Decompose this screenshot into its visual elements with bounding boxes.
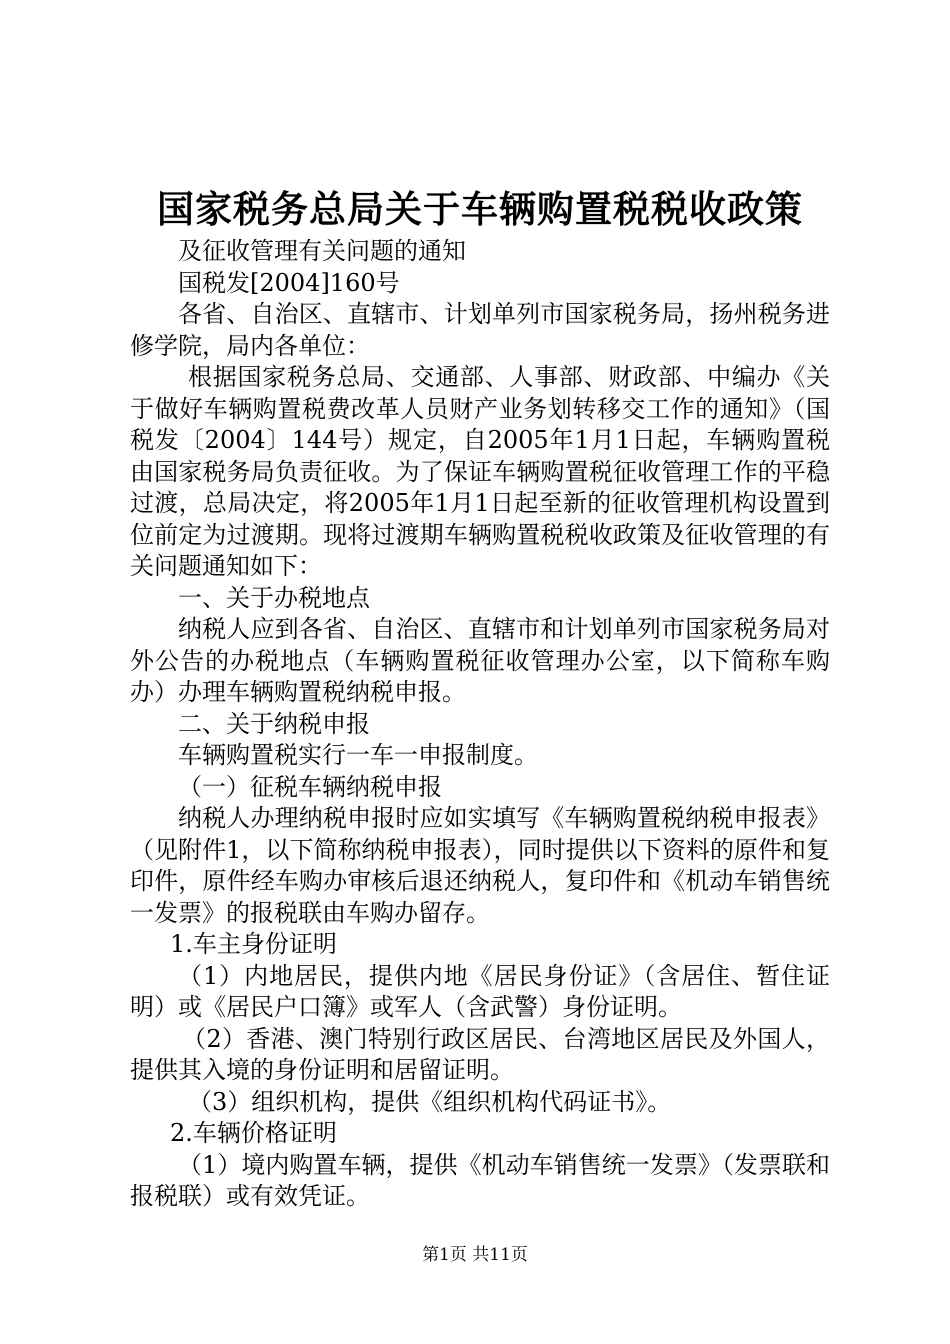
item-1-1: （1）内地居民，提供内地《居民身份证》（含居住、暂住证明）或《居民户口簿》或军人（含武警）身份证明。 bbox=[130, 961, 830, 1021]
section-heading-2: 二、关于纳税申报 bbox=[178, 709, 370, 738]
item-1-2: （2）香港、澳门特别行政区居民、台湾地区居民及外国人，提供其入境的身份证明和居留证明。 bbox=[130, 1024, 830, 1084]
document-body bbox=[130, 236, 830, 1213]
subsection-heading-1: （一）征税车辆纳税申报 bbox=[178, 772, 442, 801]
subsection-1-paragraph: 纳税人办理纳税申报时应如实填写《车辆购置税纳税申报表》（见附件1，以下简称纳税申报表），同时提供以下资料的原件和复印件，原件经车购办审核后退还纳税人，复印件和《机动车销售统一发票》的报税联由车购办留存。 bbox=[130, 804, 830, 927]
item-heading-1: 1.车主身份证明 bbox=[170, 930, 337, 958]
intro-paragraph: 根据国家税务总局、交通部、人事部、财政部、中编办《关于做好车辆购置税费改革人员财产业务划转移交工作的通知》（国税发〔2004〕144号）规定，自2005年1月1日起，车辆购置税由国家税务局负责征收。为了保证车辆购置税征收管理工作的平稳过渡，总局决定，将2005年1月1日起至新的征收管理机构设置到位前定为过渡期。现将过渡期车辆购置税税收政策及征收管理的有关问题通知如下： bbox=[130, 363, 830, 580]
document-number: 国税发[2004]160号 bbox=[178, 268, 400, 297]
item-1-3: （3）组织机构，提供《组织机构代码证书》。 bbox=[188, 1087, 672, 1116]
page-footer: 第1页 共11页 bbox=[422, 1245, 528, 1265]
subtitle-line: 及征收管理有关问题的通知 bbox=[178, 237, 466, 265]
section-heading-1: 一、关于办税地点 bbox=[178, 583, 370, 612]
item-2-1: （1）境内购置车辆，提供《机动车销售统一发票》（发票联和报税联）或有效凭证。 bbox=[130, 1150, 830, 1210]
item-heading-2: 2.车辆价格证明 bbox=[170, 1119, 337, 1147]
addressee-paragraph: 各省、自治区、直辖市、计划单列市国家税务局，扬州税务进修学院，局内各单位： bbox=[130, 300, 830, 360]
document-title: 国家税务总局关于车辆购置税税收政策 bbox=[157, 187, 803, 231]
section-2-paragraph: 车辆购置税实行一车一申报制度。 bbox=[178, 741, 538, 769]
section-1-paragraph: 纳税人应到各省、自治区、直辖市和计划单列市国家税务局对外公告的办税地点（车辆购置税征收管理办公室，以下简称车购办）办理车辆购置税纳税申报。 bbox=[130, 615, 830, 706]
